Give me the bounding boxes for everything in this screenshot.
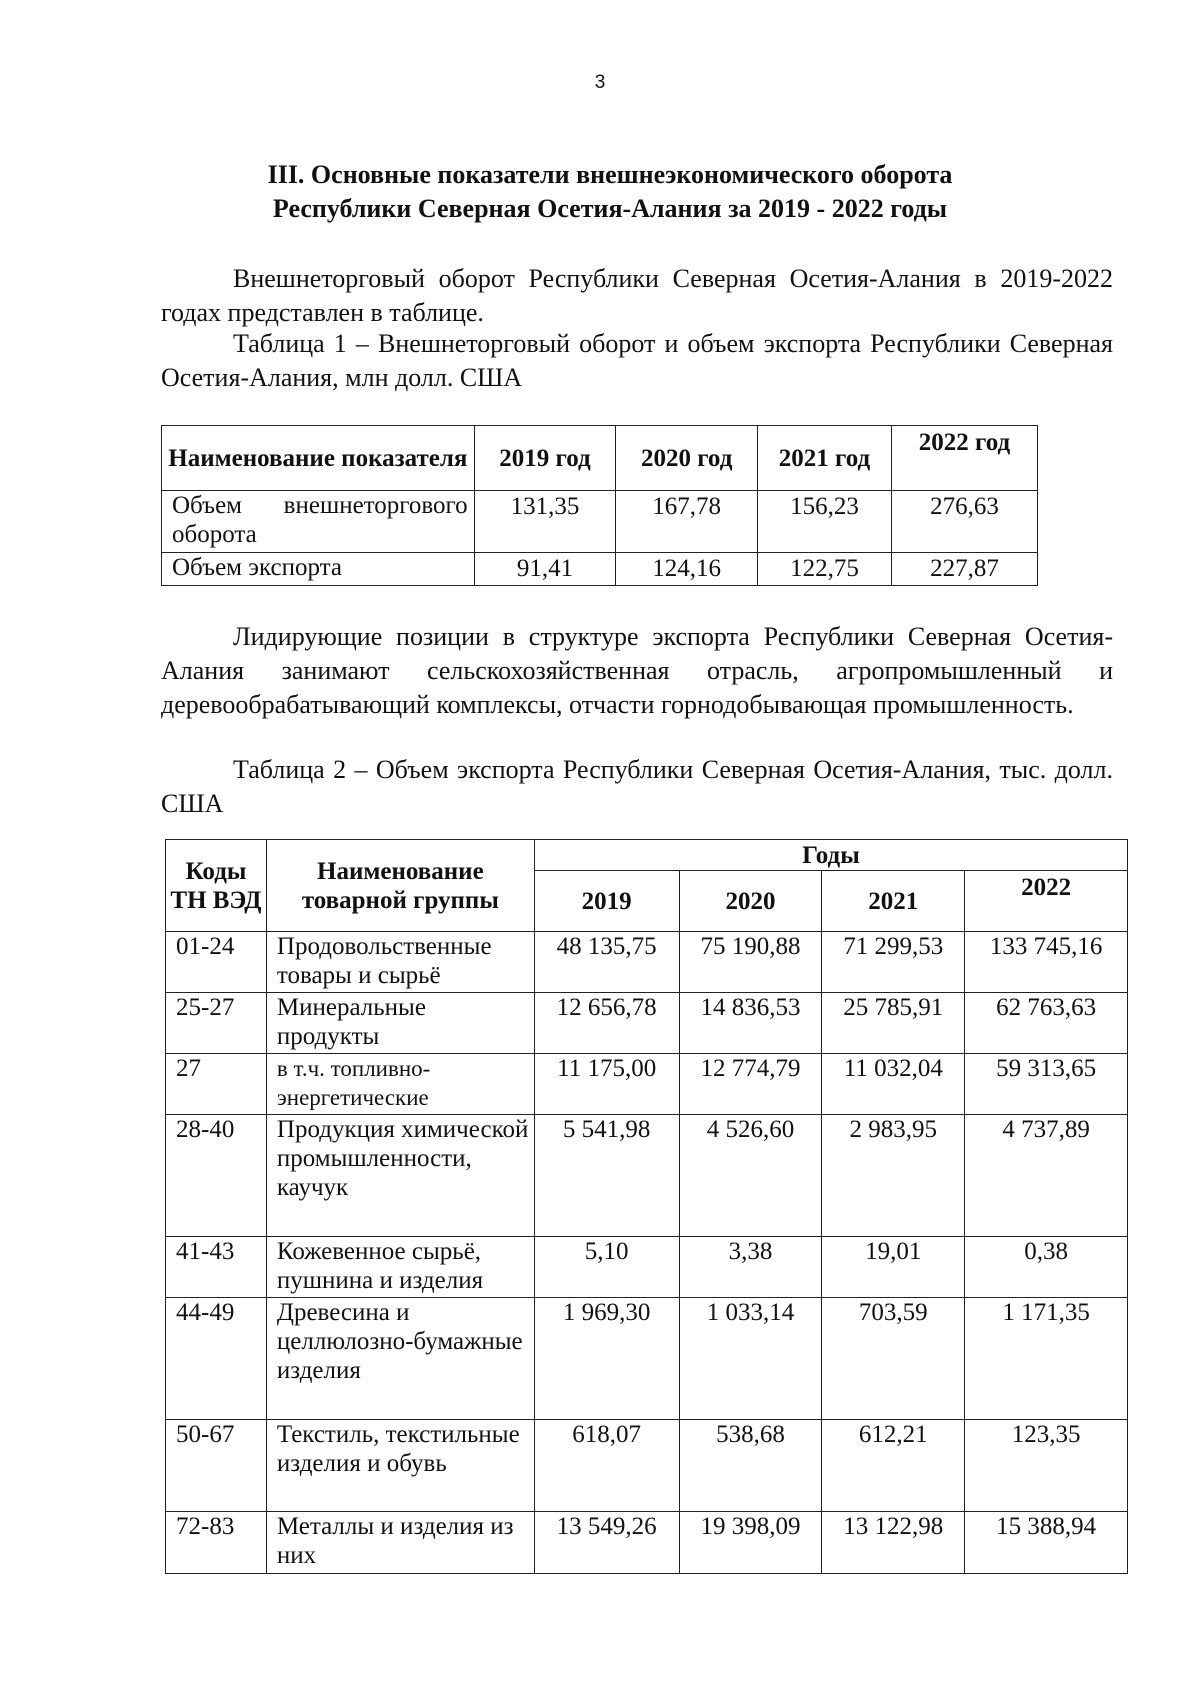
table1-cell: 276,63 — [891, 491, 1037, 553]
table1-header-name: Наименование показателя — [162, 426, 475, 491]
table2-cell: 0,38 — [965, 1237, 1128, 1298]
table2-cell: 11 175,00 — [534, 1054, 679, 1115]
table2-year-2019: 2019 — [534, 871, 679, 932]
table1-cell: 122,75 — [757, 553, 891, 586]
table-row — [166, 1115, 1128, 1237]
table-row — [166, 1054, 1128, 1115]
table2-header-row — [166, 840, 1128, 871]
table2-cell: 4 526,60 — [679, 1115, 822, 1237]
page-number: 3 — [594, 72, 606, 93]
table2-cell: 13 549,26 — [534, 1512, 679, 1574]
table2-name: Текстиль, текстильные изделия и обувь — [266, 1420, 534, 1512]
table1-cell: 91,41 — [474, 553, 616, 586]
table1-header-2019: 2019 год — [474, 426, 616, 491]
table-row — [166, 1512, 1128, 1574]
table2-year-2022: 2022 — [965, 871, 1128, 932]
table2-cell: 133 745,16 — [965, 932, 1128, 993]
table2-cell: 59 313,65 — [965, 1054, 1128, 1115]
export-structure-paragraph: Лидирующие позиции в структуре экспорта Республики Северная Осетия-Алания занимают сельскохозяйственная отрасль, агропромышленный и деревообрабатывающий комплексы, отчасти горнодобывающая промышленность. — [161, 622, 1113, 719]
table2-cell: 612,21 — [822, 1420, 965, 1512]
table2-code: 27 — [166, 1054, 267, 1115]
table-row — [166, 993, 1128, 1054]
table-row — [162, 491, 1038, 553]
intro-paragraph: Внешнеторговый оборот Республики Северная Осетия-Алания в 2019-2022 годах представлен в таблице. — [161, 264, 1113, 327]
table2-name: Кожевенное сырьё, пушнина и изделия — [266, 1237, 534, 1298]
table2-code: 28-40 — [166, 1115, 267, 1237]
table-row — [166, 1298, 1128, 1420]
table2-code: 41-43 — [166, 1237, 267, 1298]
table2-cell: 12 656,78 — [534, 993, 679, 1054]
table2-cell: 1 969,30 — [534, 1298, 679, 1420]
table1-cell: 227,87 — [891, 553, 1037, 586]
table2-header-years: Годы — [534, 840, 1127, 871]
table2-cell: 25 785,91 — [822, 993, 965, 1054]
table2-code: 44-49 — [166, 1298, 267, 1420]
table1-cell: 124,16 — [616, 553, 758, 586]
table2-name: Продукция химической промышленности, каучук — [266, 1115, 534, 1237]
table2-cell: 15 388,94 — [965, 1512, 1128, 1574]
table2-cell: 62 763,63 — [965, 993, 1128, 1054]
table2-cell: 5,10 — [534, 1237, 679, 1298]
table2-cell: 14 836,53 — [679, 993, 822, 1054]
export-volume-table — [165, 839, 1128, 1574]
heading-line-2: Республики Северная Осетия-Алания за 2019 - 2022 годы — [272, 194, 948, 223]
table2-cell: 703,59 — [822, 1298, 965, 1420]
table2-cell: 13 122,98 — [822, 1512, 965, 1574]
table2-header-code: Коды ТН ВЭД — [166, 840, 267, 932]
table-row — [166, 1237, 1128, 1298]
table1-header-row — [162, 426, 1038, 491]
table2-code: 72-83 — [166, 1512, 267, 1574]
table2-cell: 19 398,09 — [679, 1512, 822, 1574]
table2-year-2020: 2020 — [679, 871, 822, 932]
table2-cell: 12 774,79 — [679, 1054, 822, 1115]
table-row — [162, 553, 1038, 586]
table1-cell: 131,35 — [474, 491, 616, 553]
table2-name: Продовольственные товары и сырьё — [266, 932, 534, 993]
table2-caption: Таблица 2 – Объем экспорта Республики Северная Осетия-Алания, тыс. долл. США — [161, 755, 1113, 818]
table2-code: 25-27 — [166, 993, 267, 1054]
heading-line-1: III. Основные показатели внешнеэкономического оборота — [267, 160, 953, 189]
table2-year-2021: 2021 — [822, 871, 965, 932]
table2-header-name: Наименование товарной группы — [266, 840, 534, 932]
table2-cell: 71 299,53 — [822, 932, 965, 993]
table2-cell: 618,07 — [534, 1420, 679, 1512]
table2-name: в т.ч. топливно-энергетические — [266, 1054, 534, 1115]
table1-caption: Таблица 1 – Внешнеторговый оборот и объем экспорта Республики Северная Осетия-Алания, млн долл. США — [161, 329, 1113, 392]
table2-cell: 75 190,88 — [679, 932, 822, 993]
table1-header-2022: 2022 год — [891, 426, 1037, 491]
table1-row-name: Объем экспорта — [162, 553, 475, 586]
table2-name: Древесина и целлюлозно-бумажные изделия — [266, 1298, 534, 1420]
table2-cell: 1 033,14 — [679, 1298, 822, 1420]
table2-cell: 2 983,95 — [822, 1115, 965, 1237]
table2-cell: 11 032,04 — [822, 1054, 965, 1115]
table1-row-name: Объем внешнеторгового оборота — [162, 491, 475, 553]
table2-name: Минеральные продукты — [266, 993, 534, 1054]
table-row — [166, 932, 1128, 993]
section-heading — [150, 158, 1070, 226]
table1-header-2020: 2020 год — [616, 426, 758, 491]
table-row — [166, 1420, 1128, 1512]
table2-cell: 19,01 — [822, 1237, 965, 1298]
table1-cell: 167,78 — [616, 491, 758, 553]
table1-cell: 156,23 — [757, 491, 891, 553]
table2-code: 50-67 — [166, 1420, 267, 1512]
table2-cell: 4 737,89 — [965, 1115, 1128, 1237]
table2-code: 01-24 — [166, 932, 267, 993]
table2-cell: 5 541,98 — [534, 1115, 679, 1237]
table2-cell: 3,38 — [679, 1237, 822, 1298]
table2-name: Металлы и изделия из них — [266, 1512, 534, 1574]
trade-turnover-table — [161, 425, 1038, 586]
table1-header-2021: 2021 год — [757, 426, 891, 491]
table2-cell: 123,35 — [965, 1420, 1128, 1512]
table2-cell: 538,68 — [679, 1420, 822, 1512]
table2-cell: 48 135,75 — [534, 932, 679, 993]
table2-cell: 1 171,35 — [965, 1298, 1128, 1420]
